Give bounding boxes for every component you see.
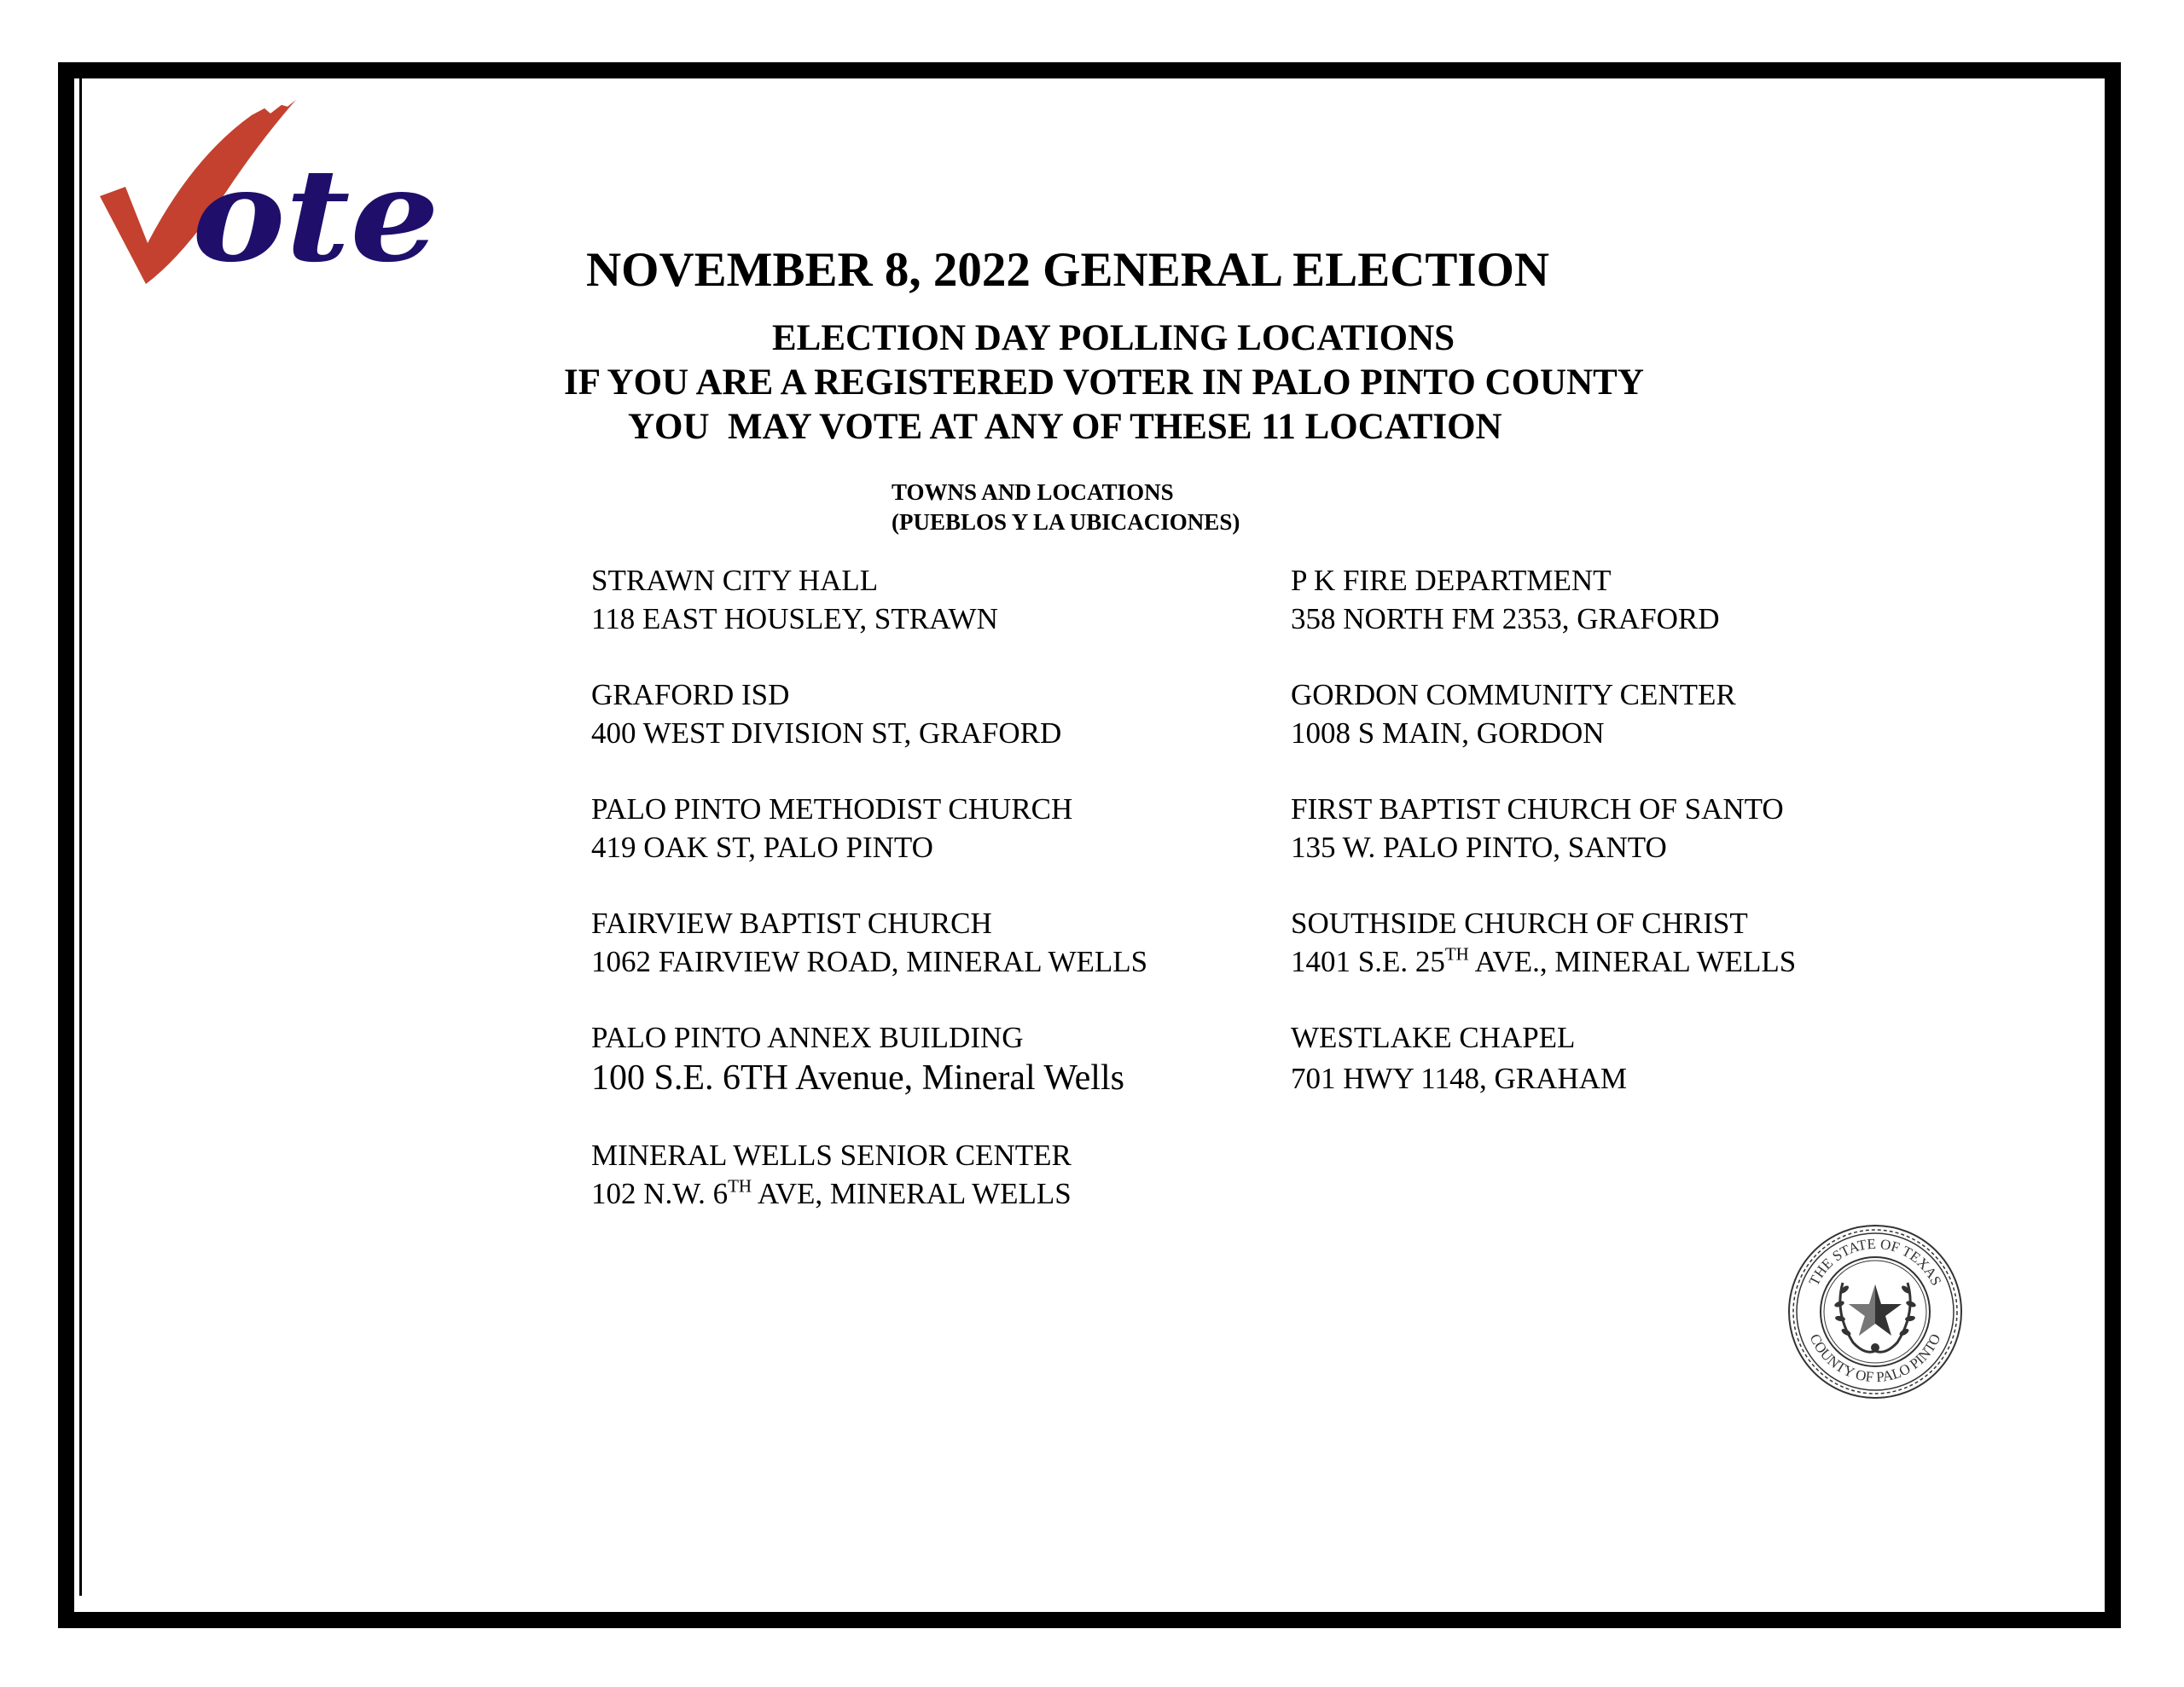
location-entry — [591, 561, 1147, 675]
location-name: PALO PINTO ANNEX BUILDING — [591, 1021, 1024, 1054]
location-entry — [591, 790, 1147, 904]
location-name: FIRST BAPTIST CHURCH OF SANTO — [1291, 792, 1784, 826]
locations-right-column — [1291, 561, 1796, 1133]
subtitle-polling-locations: ELECTION DAY POLLING LOCATIONS — [772, 318, 1455, 358]
location-address: 1401 S.E. 25TH AVE., MINERAL WELLS — [1291, 943, 1797, 978]
location-address: 102 N.W. 6TH AVE, MINERAL WELLS — [591, 1175, 1072, 1210]
location-address: 135 W. PALO PINTO, SANTO — [1291, 831, 1667, 864]
location-entry — [1291, 1018, 1796, 1133]
star-icon — [1849, 1284, 1902, 1336]
seal-top-text: THE STATE OF TEXAS — [1805, 1235, 1945, 1289]
location-address: 358 NORTH FM 2353, GRAFORD — [1291, 602, 1720, 635]
towns-heading — [892, 478, 1240, 537]
seal-bottom-text: COUNTY OF PALO PINTO — [1806, 1330, 1944, 1386]
vote-logo-text: ote — [192, 141, 439, 291]
towns-heading-spanish: (PUEBLOS Y LA UBICACIONES) — [892, 509, 1240, 535]
location-name: P K FIRE DEPARTMENT — [1291, 564, 1612, 597]
location-name: SOUTHSIDE CHURCH OF CHRIST — [1291, 907, 1748, 940]
location-address: 118 EAST HOUSLEY, STRAWN — [591, 602, 998, 635]
location-address: 1062 FAIRVIEW ROAD, MINERAL WELLS — [591, 945, 1148, 978]
location-entry — [591, 1136, 1147, 1250]
location-entry — [1291, 675, 1796, 790]
location-entry — [1291, 561, 1796, 675]
location-address: 701 HWY 1148, GRAHAM — [1291, 1062, 1628, 1095]
locations-left-column — [591, 561, 1147, 1250]
location-address: 1008 S MAIN, GORDON — [1291, 716, 1605, 750]
location-entry — [591, 675, 1147, 790]
location-name: STRAWN CITY HALL — [591, 564, 879, 597]
towns-heading-english: TOWNS AND LOCATIONS — [892, 479, 1174, 505]
location-name: WESTLAKE CHAPEL — [1291, 1021, 1576, 1054]
vote-logo — [90, 90, 456, 299]
location-name: FAIRVIEW BAPTIST CHURCH — [591, 907, 992, 940]
location-address: 400 WEST DIVISION ST, GRAFORD — [591, 716, 1062, 750]
location-entry — [591, 1018, 1147, 1133]
page-border-inner-right — [2108, 78, 2111, 1596]
county-seal — [1786, 1223, 1964, 1400]
location-name: GRAFORD ISD — [591, 678, 790, 711]
location-entry — [1291, 790, 1796, 904]
location-name: MINERAL WELLS SENIOR CENTER — [591, 1139, 1072, 1172]
location-address: 100 S.E. 6TH Avenue, Mineral Wells — [591, 1058, 1124, 1098]
subtitle-registered-voter: IF YOU ARE A REGISTERED VOTER IN PALO PINTO COUNTY — [564, 362, 1644, 403]
page-border-inner-left — [79, 78, 82, 1596]
location-entry — [591, 904, 1147, 1018]
location-entry — [1291, 904, 1796, 1018]
location-name: PALO PINTO METHODIST CHURCH — [591, 792, 1073, 826]
page-title: NOVEMBER 8, 2022 GENERAL ELECTION — [586, 243, 1550, 297]
subtitle-any-location: YOU MAY VOTE AT ANY OF THESE 11 LOCATION — [628, 407, 1502, 447]
location-name: GORDON COMMUNITY CENTER — [1291, 678, 1736, 711]
location-address: 419 OAK ST, PALO PINTO — [591, 831, 933, 864]
